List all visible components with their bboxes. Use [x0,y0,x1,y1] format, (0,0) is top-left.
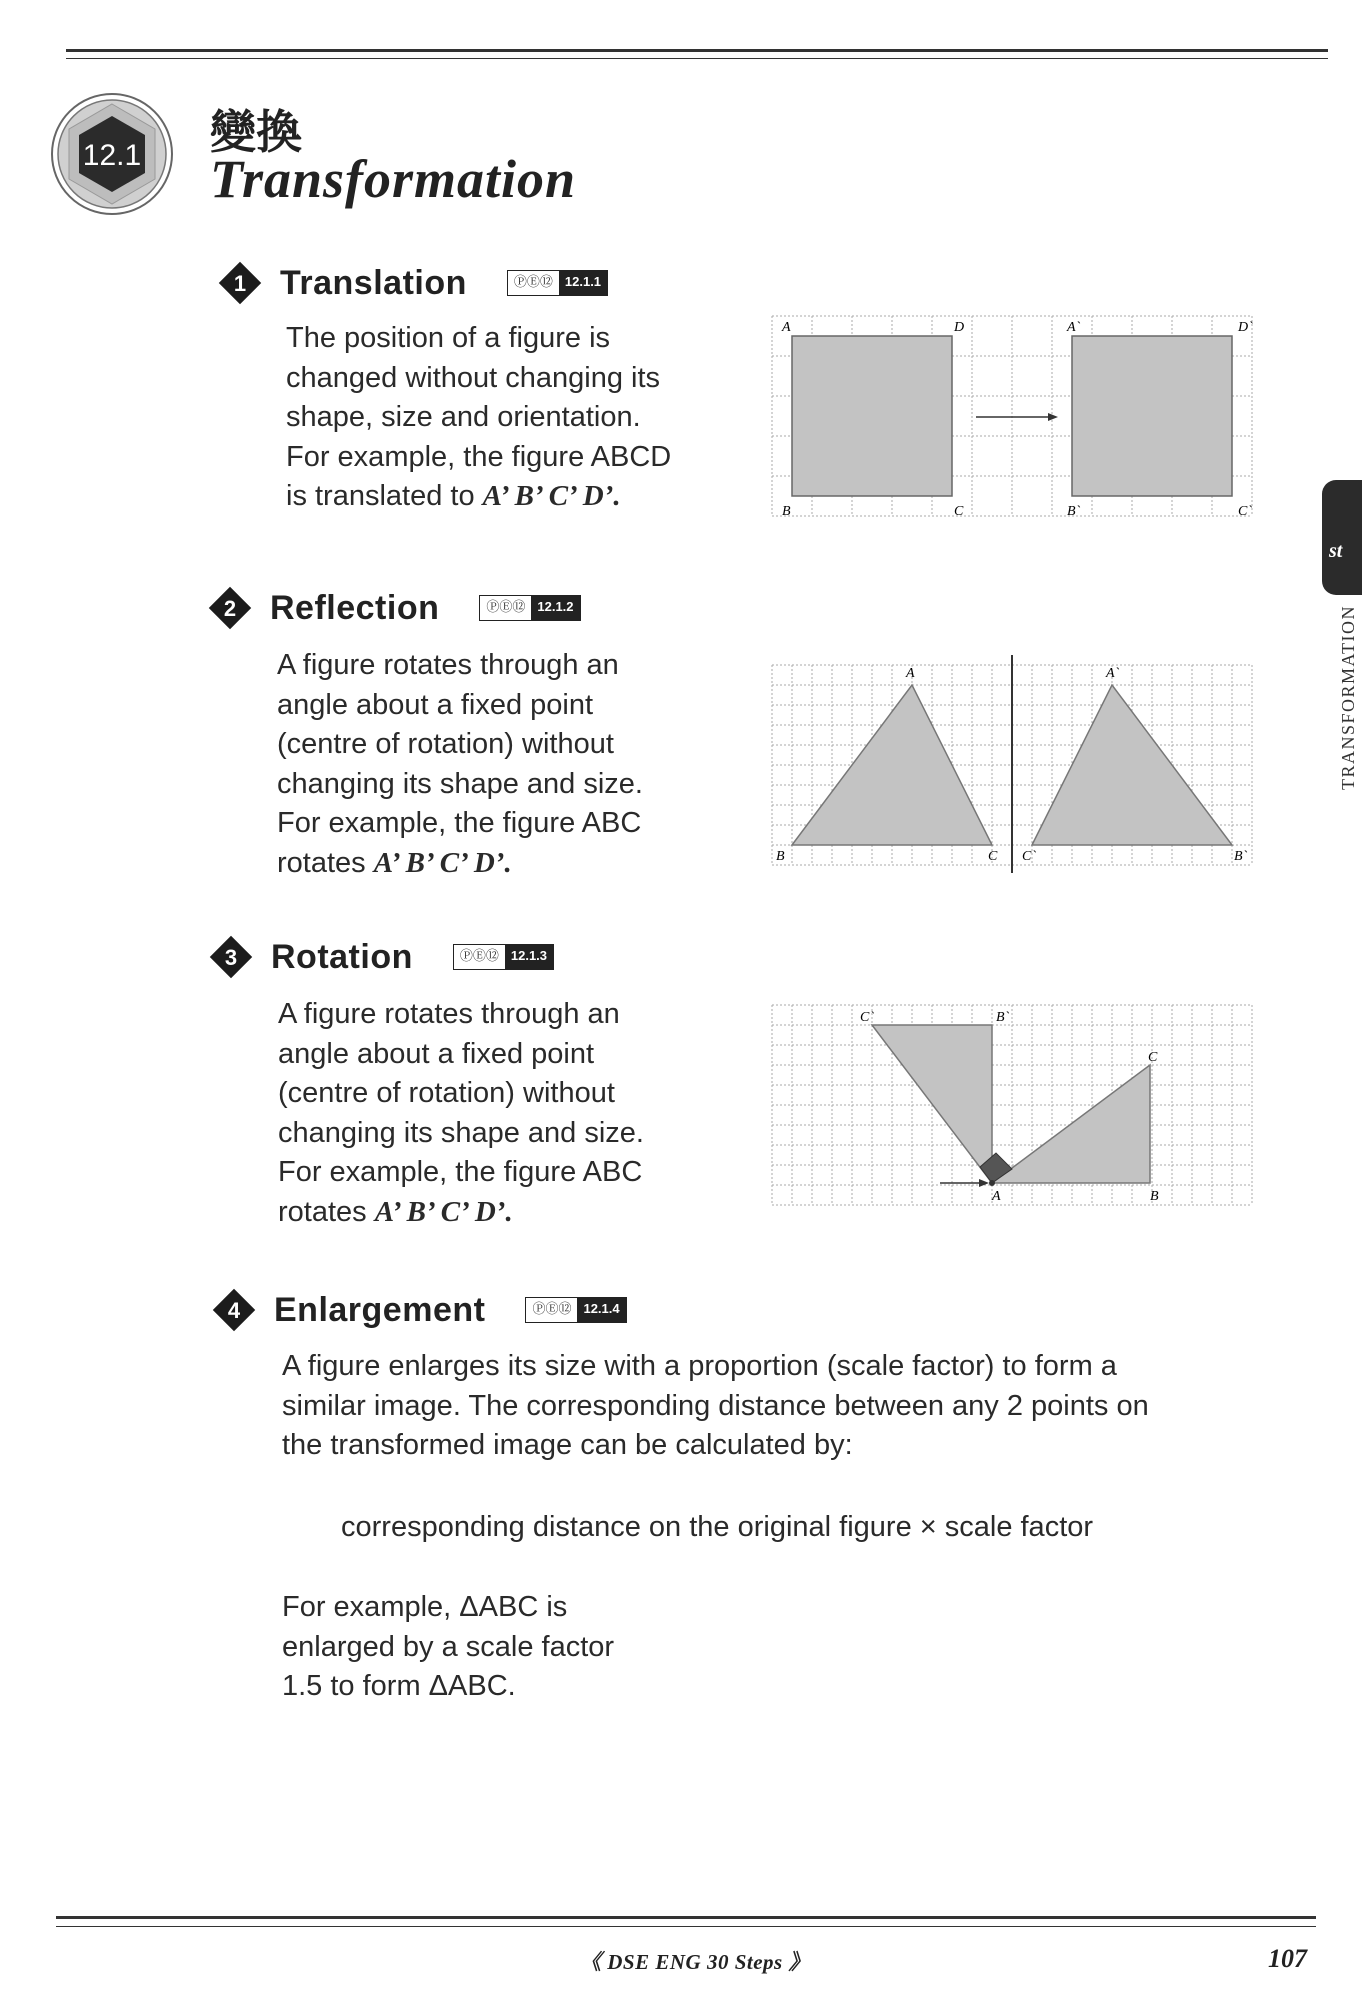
section-reflection-header [208,586,581,630]
section-tag: ⓅⒺ⑫ 12.1.2 [479,595,580,621]
section-title: Translation [280,263,467,302]
label-D: D [954,320,965,335]
rotation-text: A figure rotates through an angle about a fixed point (centre of rotation) without changing its shape and size. For example, the figure ABC rotates A’ B’ C’ D’. [278,998,644,1228]
label-D-prime: D` [1238,320,1253,335]
bottom-rule-thick [56,1916,1316,1919]
label-B: B [776,849,785,864]
side-tab-text: st [1329,540,1343,562]
section-number-badge: 3 [209,935,253,979]
section-rotation-header [209,935,554,979]
section-translation-header [218,261,608,305]
section-title: Rotation [271,937,413,976]
label-B-prime: B` [1234,849,1248,864]
side-label: TRANSFORMATION [1338,604,1358,790]
rotation-figure [772,1003,1262,1213]
top-rule-thick [66,49,1328,52]
section-number-badge: 1 [218,261,262,305]
label-A: A [906,666,915,681]
label-A: A [992,1189,1001,1204]
section-tag: ⓅⒺ⑫ 12.1.3 [453,944,554,970]
chapter-number: 12.1 [82,139,142,172]
label-B: B [1150,1189,1159,1204]
chapter-badge [50,92,174,216]
bottom-rule-thin [56,1926,1316,1927]
section-title: Reflection [270,588,440,627]
label-B: B [782,504,791,519]
label-C: C [988,849,998,864]
footer-book-title: 《 DSE ENG 30 Steps 》 [580,1950,810,1974]
label-B-prime: B` [1067,504,1081,519]
section-tag: ⓅⒺ⑫ 12.1.4 [525,1297,626,1323]
translation-figure [772,314,1262,526]
label-C: C [954,504,964,519]
chapter-title-en: Transformation [210,149,577,209]
label-A: A [782,320,791,335]
label-A-prime: A` [1067,320,1081,335]
enlargement-formula: corresponding distance on the original figure × scale factor [341,1511,1094,1543]
top-rule-thin [66,58,1328,59]
label-C-prime: C` [1022,849,1036,864]
page-number: 107 [1268,1944,1307,1973]
reflection-text: A figure rotates through an angle about a fixed point (centre of rotation) without changing its shape and size. For example, the figure ABC rotates A’ B’ C’ D’. [277,649,643,879]
label-A-prime: A` [1106,666,1120,681]
translation-text: The position of a figure is changed without changing its shape, size and orientation. For example, the figure ABCD is translated to A’ B’ C’ D’. [286,322,672,512]
label-C-prime: C` [1238,504,1252,519]
section-title: Enlargement [274,1290,486,1329]
label-C: C [1148,1050,1158,1065]
section-number-badge: 2 [208,586,252,630]
label-B-prime: B` [996,1010,1010,1025]
section-tag: ⓅⒺ⑫ 12.1.1 [507,270,608,296]
enlargement-text: A figure enlarges its size with a proportion (scale factor) to form a similar image. The corresponding distance between any 2 points on the transformed image can be calculated by: [282,1350,1149,1461]
section-enlargement-header [212,1288,627,1332]
chapter-title-cn: 變換 [210,105,302,159]
enlargement-example: For example, ΔABC is enlarged by a scale factor 1.5 to form ΔABC. [282,1591,615,1702]
section-number-badge: 4 [212,1288,256,1332]
reflection-figure [772,655,1262,877]
label-C-prime: C` [860,1010,874,1025]
side-tab [1322,480,1362,595]
